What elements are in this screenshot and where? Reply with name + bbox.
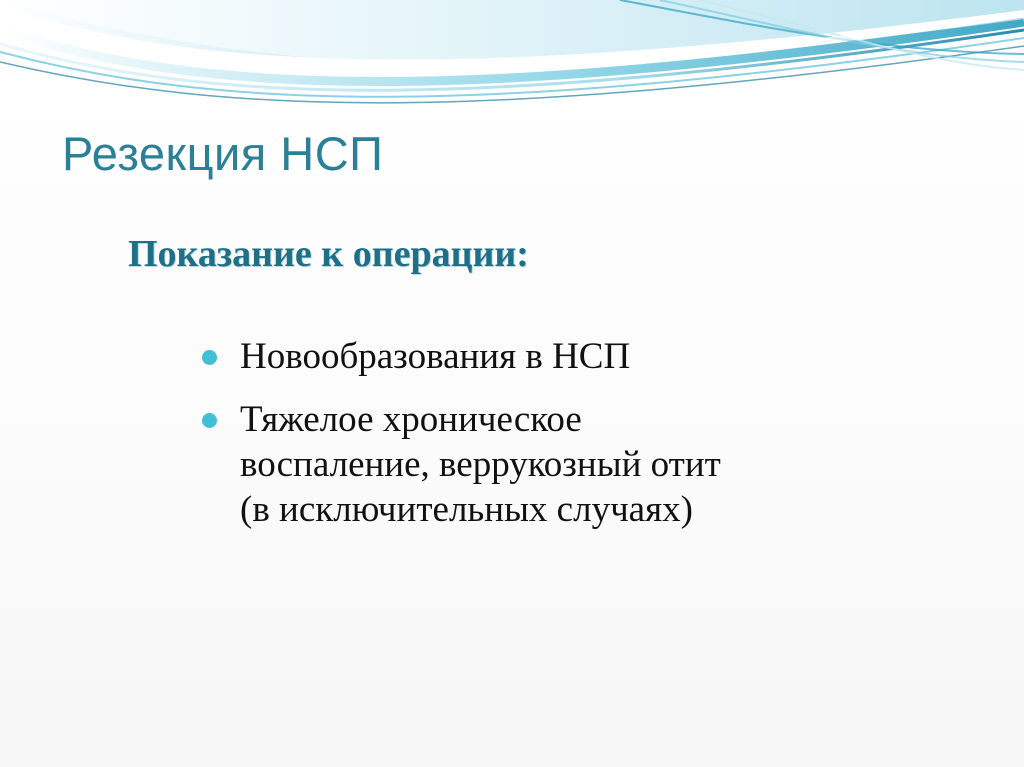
decorative-wave-header <box>0 0 1024 120</box>
slide-title: Резекция НСП <box>62 127 384 180</box>
list-item <box>196 334 986 379</box>
bullet-dot-icon <box>202 413 217 428</box>
list-item <box>196 397 986 532</box>
bullet-list <box>196 334 986 551</box>
slide-subtitle: Показание к операции: <box>128 233 529 275</box>
bullet-line: (в исключительных случаях) <box>240 489 693 531</box>
bullet-line: Новообразования в НСП <box>240 336 631 377</box>
bullet-line: воспаление, веррукозный отит <box>240 444 721 486</box>
bullet-dot-icon <box>202 350 217 365</box>
bullet-line: Тяжелое хроническое <box>240 399 582 441</box>
